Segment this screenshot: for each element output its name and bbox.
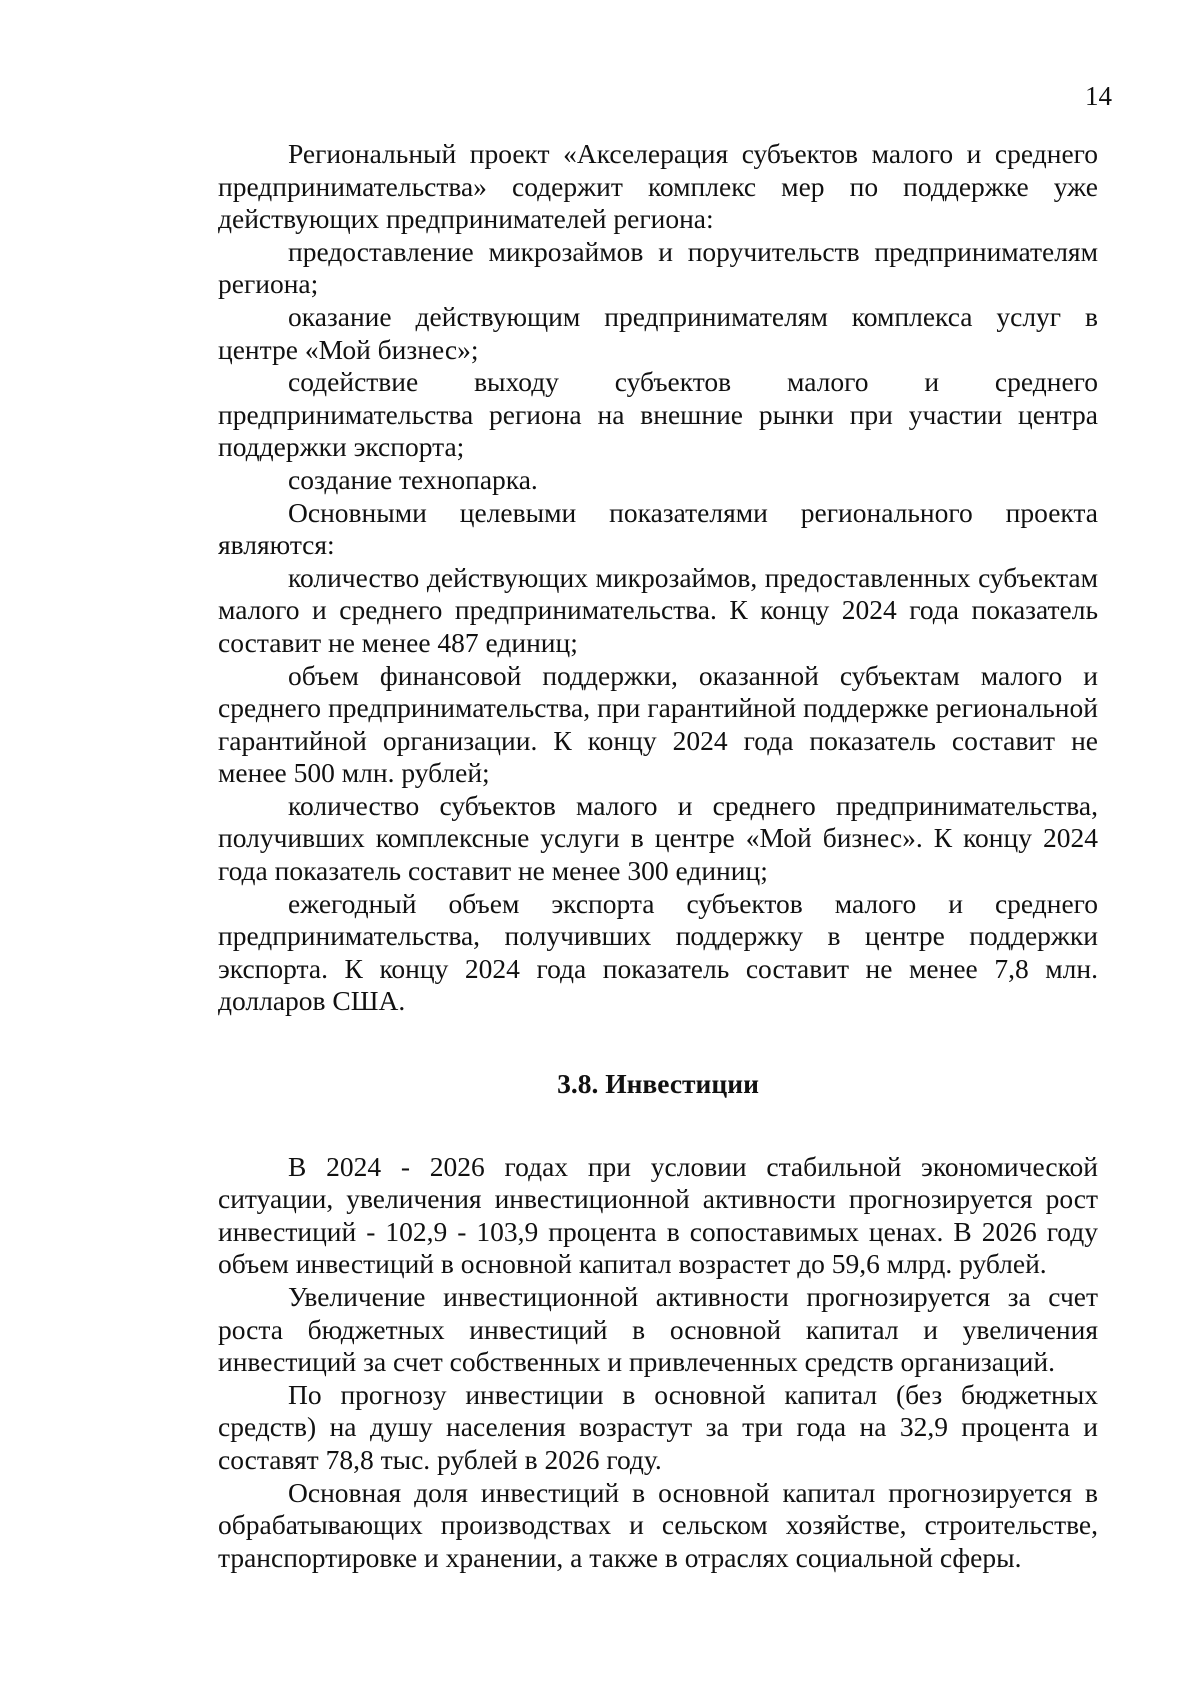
paragraph: Основными целевыми показателями регионального проекта являются:: [218, 496, 1098, 561]
list-item: ежегодный объем экспорта субъектов малого и среднего предпринимательства, получивших поддержку в центре поддержки экспорта. К концу 2024 года показатель составит не менее 7,8 млн. долларов США.: [218, 887, 1098, 1017]
list-item: количество субъектов малого и среднего предпринимательства, получивших комплексные услуги в центре «Мой бизнес». К концу 2024 года показатель составит не менее 300 единиц;: [218, 789, 1098, 887]
paragraph: Основная доля инвестиций в основной капитал прогнозируется в обрабатывающих производствах и сельском хозяйстве, строительстве, транспортировке и хранении, а также в отраслях социальной сферы.: [218, 1476, 1098, 1573]
paragraph: Региональный проект «Акселерация субъектов малого и среднего предпринимательства» содержит комплекс мер по поддержке уже действующих предпринимателей региона:: [218, 138, 1098, 235]
paragraph: По прогнозу инвестиции в основной капитал (без бюджетных средств) на душу населения возрастут за три года на 32,9 процента и составят 78,8 тыс. рублей в 2026 году.: [218, 1378, 1098, 1475]
section-heading-investments: 3.8. Инвестиции: [557, 1068, 759, 1100]
list-item: содействие выходу субъектов малого и среднего предпринимательства региона на внешние рынки при участии центра поддержки экспорта;: [218, 366, 1098, 463]
list-item: предоставление микрозаймов и поручительств предпринимателям региона;: [218, 235, 1098, 300]
list-item: объем финансовой поддержки, оказанной субъектам малого и среднего предпринимательства, при гарантийной поддержке региональной гарантийной организации. К концу 2024 года показатель составит не менее 500 млн. рублей;: [218, 659, 1098, 789]
list-item: оказание действующим предпринимателям комплекса услуг в центре «Мой бизнес»;: [218, 300, 1098, 365]
list-item: создание технопарка.: [288, 463, 538, 495]
section-investments: [218, 1151, 1098, 1575]
paragraph: Увеличение инвестиционной активности прогнозируется за счет роста бюджетных инвестиций в основной капитал и увеличения инвестиций за счет собственных и привлеченных средств организаций.: [218, 1281, 1098, 1378]
section-acceleration-project: [218, 138, 1098, 1018]
page-number: 14: [1085, 81, 1112, 111]
list-item: количество действующих микрозаймов, предоставленных субъектам малого и среднего предпринимательства. К концу 2024 года показатель составит не менее 487 единиц;: [218, 561, 1098, 658]
document-body: [218, 138, 1098, 1574]
paragraph: В 2024 - 2026 годах при условии стабильной экономической ситуации, увеличения инвестиционной активности прогнозируется рост инвестиций - 102,9 - 103,9 процента в сопоставимых ценах. В 2026 году объем инвестиций в основной капитал возрастет до 59,6 млрд. рублей.: [218, 1150, 1098, 1280]
